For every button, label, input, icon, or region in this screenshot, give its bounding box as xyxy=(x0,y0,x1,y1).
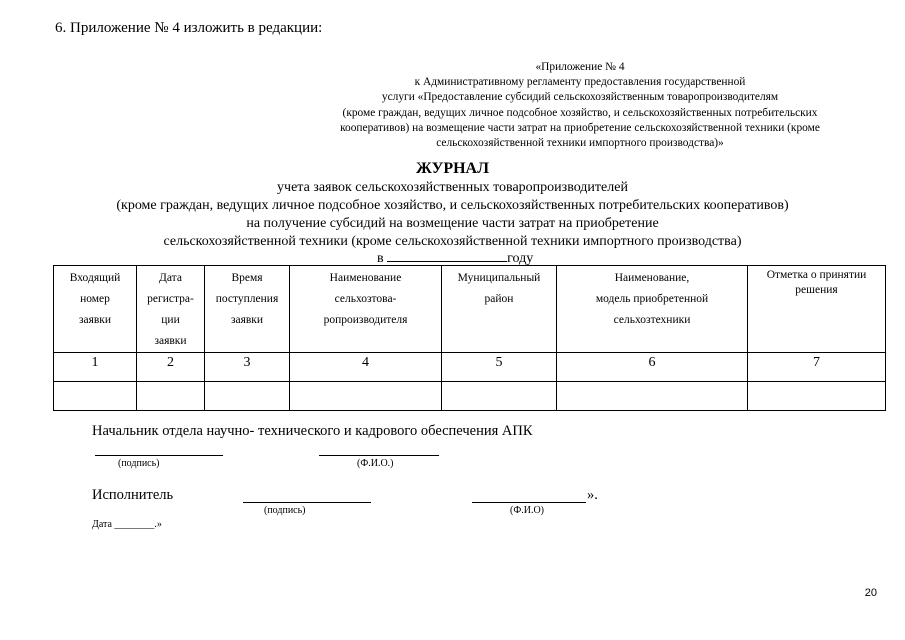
column-number: 5 xyxy=(442,353,557,382)
page-number: 20 xyxy=(864,587,877,599)
signature-line xyxy=(95,455,223,456)
column-header-district: Муниципальный район xyxy=(442,266,557,353)
fio-line xyxy=(319,455,439,456)
table-cell xyxy=(137,382,205,411)
table-cell xyxy=(205,382,290,411)
column-number: 1 xyxy=(54,353,137,382)
appendix-line: к Административному регламенту предоставления государственной xyxy=(414,76,746,89)
column-header-receipt-time: Время поступления заявки xyxy=(205,266,290,353)
closing-quote: ». xyxy=(587,487,598,503)
table-cell xyxy=(748,382,886,411)
journal-subtitle-line: на получение субсидий на возмещение части затрат на приобретение xyxy=(246,216,659,231)
column-number: 4 xyxy=(290,353,442,382)
column-header-producer-name: Наименование сельхозтова- ропроизводителя xyxy=(290,266,442,353)
table-row xyxy=(54,382,886,411)
executor-label: Исполнитель xyxy=(92,487,174,503)
appendix-line: услуги «Предоставление субсидий сельскохозяйственным товаропроизводителям xyxy=(381,91,779,104)
journal-table xyxy=(53,265,886,411)
year-suffix: году xyxy=(507,251,534,266)
table-cell xyxy=(290,382,442,411)
table-cell xyxy=(442,382,557,411)
fio-caption: (Ф.И.О) xyxy=(510,505,545,516)
appendix-line: кооперативов) на возмещение части затрат на приобретение сельскохозяйственной техники (кроме xyxy=(340,121,820,134)
year-prefix: в xyxy=(377,251,384,266)
journal-subtitle-line: учета заявок сельскохозяйственных товаропроизводителей xyxy=(277,180,628,195)
table-header-row xyxy=(54,266,886,353)
column-number: 6 xyxy=(557,353,748,382)
appendix-line: (кроме граждан, ведущих личное подсобное хозяйство, и сельскохозяйственных потребительских xyxy=(342,106,818,119)
table-cell xyxy=(557,382,748,411)
column-header-registration-date: Дата регистра- ции заявки xyxy=(137,266,205,353)
journal-subtitle-line: сельскохозяйственной техники (кроме сельскохозяйственной техники импортного производства) xyxy=(163,234,742,249)
appendix-line: сельскохозяйственной техники импортного производства)» xyxy=(436,137,724,150)
appendix-line: «Приложение № 4 xyxy=(535,61,625,73)
signature-caption: (подпись) xyxy=(118,458,160,469)
appendix-caption xyxy=(300,60,860,151)
fio-caption: (Ф.И.О.) xyxy=(357,458,394,469)
date-field: Дата ________.» xyxy=(92,519,162,530)
journal-subtitle-line: (кроме граждан, ведущих личное подсобное хозяйство, и сельскохозяйственных потребительских кооперативов) xyxy=(116,198,789,213)
column-number: 2 xyxy=(137,353,205,382)
signature-line xyxy=(243,502,371,503)
journal-title: ЖУРНАЛ xyxy=(415,160,490,177)
column-header-machinery-model: Наименование, модель приобретенной сельхозтехники xyxy=(557,266,748,353)
department-head-title: Начальник отдела научно- технического и кадрового обеспечения АПК xyxy=(92,423,533,439)
column-number: 7 xyxy=(748,353,886,382)
table-cell xyxy=(54,382,137,411)
column-header-incoming-number: Входящий номер заявки xyxy=(54,266,137,353)
column-header-decision-mark: Отметка о принятии решения xyxy=(748,266,886,353)
year-blank xyxy=(387,249,507,262)
fio-line xyxy=(472,502,586,503)
table-number-row xyxy=(54,353,886,382)
column-number: 3 xyxy=(205,353,290,382)
amendment-heading: 6. Приложение № 4 изложить в редакции: xyxy=(55,20,323,36)
signature-caption: (подпись) xyxy=(264,505,306,516)
